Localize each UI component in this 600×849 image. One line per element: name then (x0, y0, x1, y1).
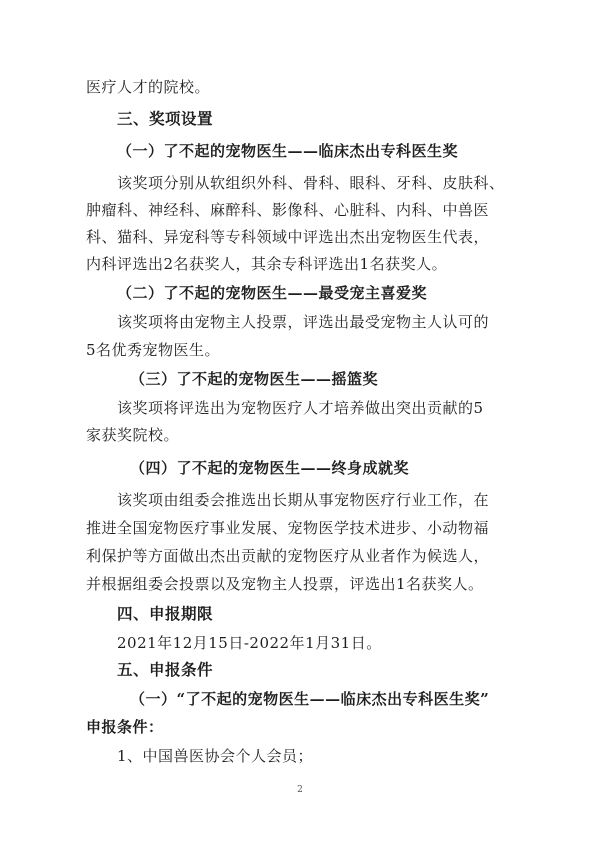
section-heading-conditions: 五、申报条件 (117, 661, 214, 679)
paragraph-line: 推进全国宠物医疗事业发展、宠物医学技术进步、小动物福 (86, 519, 490, 537)
paragraph-line: 该奖项将评选出为宠物医疗人才培养做出突出贡献的5 (117, 399, 484, 417)
deadline-dates: 2021年12月15日-2022年1月31日。 (117, 634, 382, 652)
paragraph-line: 内科评选出2名获奖人，其余专科评选出1名获奖人。 (86, 255, 448, 273)
paragraph-line: 该奖项将由宠物主人投票，评选出最受宠物主人认可的 (117, 313, 490, 331)
paragraph-line: 并根据组委会投票以及宠物主人投票，评选出1名获奖人。 (86, 575, 484, 593)
paragraph-line: 5名优秀宠物医生。 (86, 341, 221, 359)
paragraph-line: 医疗人才的院校。 (86, 78, 211, 96)
paragraph-line: 该奖项由组委会推选出长期从事宠物医疗行业工作，在 (117, 491, 490, 509)
paragraph-line: 该奖项分别从软组织外科、骨科、眼科、牙科、皮肤科、 (117, 174, 505, 192)
paragraph-line: 家获奖院校。 (86, 426, 180, 444)
page-number: 2 (297, 785, 303, 795)
condition-item-1: 1、中国兽医协会个人会员； (117, 747, 314, 765)
paragraph-line: 申报条件： (86, 718, 164, 736)
section-heading-deadline: 四、申报期限 (117, 605, 214, 623)
subheading-clinical-conditions: （一）“了不起的宠物医生——临床杰出专科医生奖” (130, 690, 490, 708)
subheading-clinical-award: （一）了不起的宠物医生——临床杰出专科医生奖 (117, 142, 459, 160)
paragraph-line: 科、猫科、异宠科等专科领域中评选出杰出宠物医生代表， (86, 228, 490, 246)
paragraph-line: 利保护等方面做出杰出贡献的宠物医疗从业者作为候选人， (86, 547, 490, 565)
paragraph-line: 肿瘤科、神经科、麻醉科、影像科、心脏科、内科、中兽医 (86, 201, 490, 219)
subheading-lifetime-award: （四）了不起的宠物医生——终身成就奖 (130, 459, 410, 477)
subheading-cradle-award: （三）了不起的宠物医生——摇篮奖 (130, 370, 379, 388)
section-heading-awards: 三、奖项设置 (117, 110, 214, 128)
subheading-favorite-award: （二）了不起的宠物医生——最受宠主喜爱奖 (117, 284, 428, 302)
